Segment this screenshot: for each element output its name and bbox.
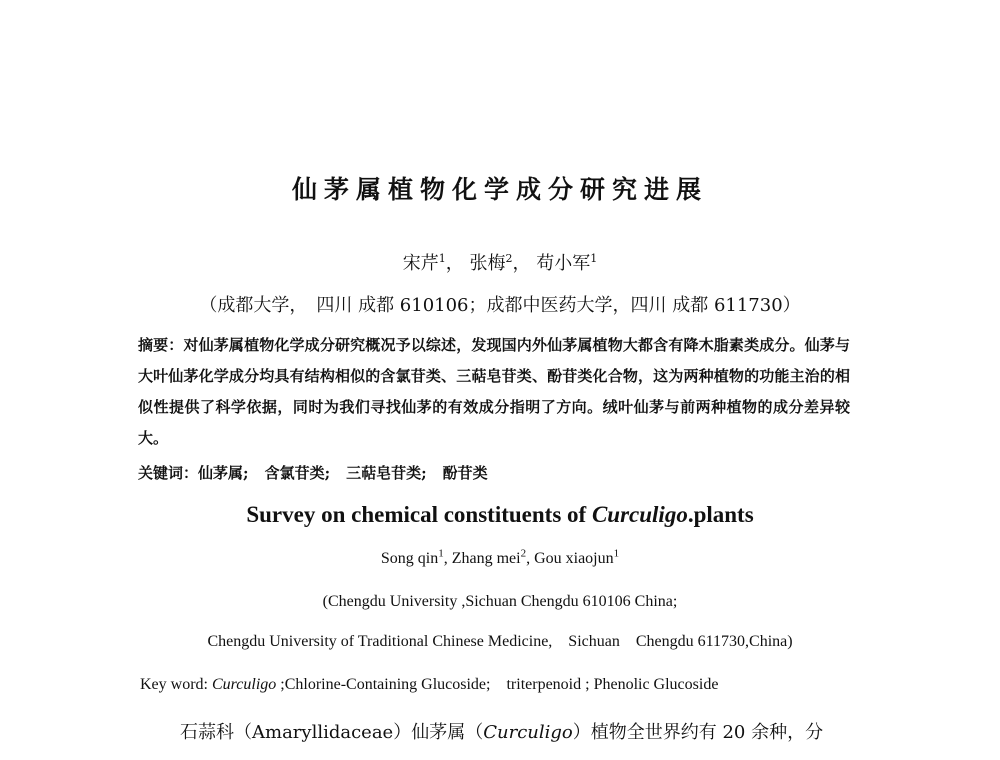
author-name: Song qin bbox=[380, 550, 439, 567]
keywords-en-items: ;Chlorine-Containing Glucoside; triterpenoid ; Phenolic Glucoside bbox=[276, 676, 719, 693]
author-name: Gou xiaojun bbox=[534, 550, 614, 567]
author-name: Zhang mei bbox=[451, 550, 521, 567]
abstract-cn bbox=[138, 330, 850, 454]
title-en-prefix: Survey on chemical constituents of bbox=[246, 502, 592, 527]
author-affiliation-mark: 1 bbox=[438, 547, 444, 560]
author-list-en bbox=[0, 547, 1000, 568]
body-text: 石蒜科（Amaryllidaceae）仙茅属（ bbox=[180, 722, 484, 743]
keyword-item: 三萜皂苷类; bbox=[346, 464, 427, 482]
author-name: 张梅 bbox=[469, 253, 506, 274]
author-affiliation-mark: 2 bbox=[505, 252, 513, 265]
abstract-text: 对仙茅属植物化学成分研究概况予以综述，发现国内外仙茅属植物大都含有降木脂素类成分。仙茅与大叶仙茅化学成分均具有结构相似的含氯苷类、三萜皂苷类、酚苷类化合物，这为两种植物的功能主治的相似性提供了科学依据，同时为我们寻找仙茅的有效成分指明了方向。绒叶仙茅与前两种植物的成分差异较大。 bbox=[138, 336, 850, 447]
affiliation-cn: （成都大学， 四川 成都 610106；成都中医药大学，四川 成都 611730） bbox=[199, 295, 801, 316]
body-genus: Curculigo bbox=[483, 722, 573, 743]
title-en-suffix: .plants bbox=[687, 502, 754, 527]
keyword-item: 含氯苷类; bbox=[264, 464, 331, 482]
affiliation-en-line-2: Chengdu University of Traditional Chinese Medicine, Sichuan Chengdu 611730,China) bbox=[207, 633, 793, 650]
keywords-cn bbox=[138, 462, 488, 483]
title-en-genus: Curculigo bbox=[591, 502, 688, 527]
author-separator: , bbox=[443, 550, 452, 567]
keywords-en bbox=[140, 676, 718, 694]
author-list-cn bbox=[0, 249, 1000, 275]
author-separator: , bbox=[526, 550, 535, 567]
paper-title-cn: 仙茅属植物化学成分研究进展 bbox=[291, 175, 708, 204]
author-separator: ， bbox=[445, 253, 464, 274]
keywords-label: 关键词： bbox=[138, 464, 199, 482]
abstract-label: 摘要： bbox=[138, 336, 184, 354]
author-name: 宋芹 bbox=[402, 253, 439, 274]
body-paragraph bbox=[140, 716, 855, 750]
keyword-item: 酚苷类 bbox=[442, 464, 488, 482]
keywords-en-genus: Curculigo bbox=[211, 676, 277, 693]
author-affiliation-mark: 1 bbox=[613, 547, 620, 560]
affiliation-en-line-1: (Chengdu University ,Sichuan Chengdu 610106 China; bbox=[322, 593, 678, 610]
author-separator: ， bbox=[512, 253, 531, 274]
author-affiliation-mark: 1 bbox=[590, 252, 598, 265]
author-affiliation-mark: 1 bbox=[438, 252, 446, 265]
body-text: ）植物全世界约有 20 余种，分 bbox=[572, 722, 824, 743]
keyword-item: 仙茅属; bbox=[198, 464, 249, 482]
paper-title-en bbox=[0, 502, 1000, 528]
author-affiliation-mark: 2 bbox=[520, 547, 527, 560]
author-name: 苟小军 bbox=[536, 253, 591, 274]
keywords-en-label: Key word: bbox=[140, 676, 212, 693]
